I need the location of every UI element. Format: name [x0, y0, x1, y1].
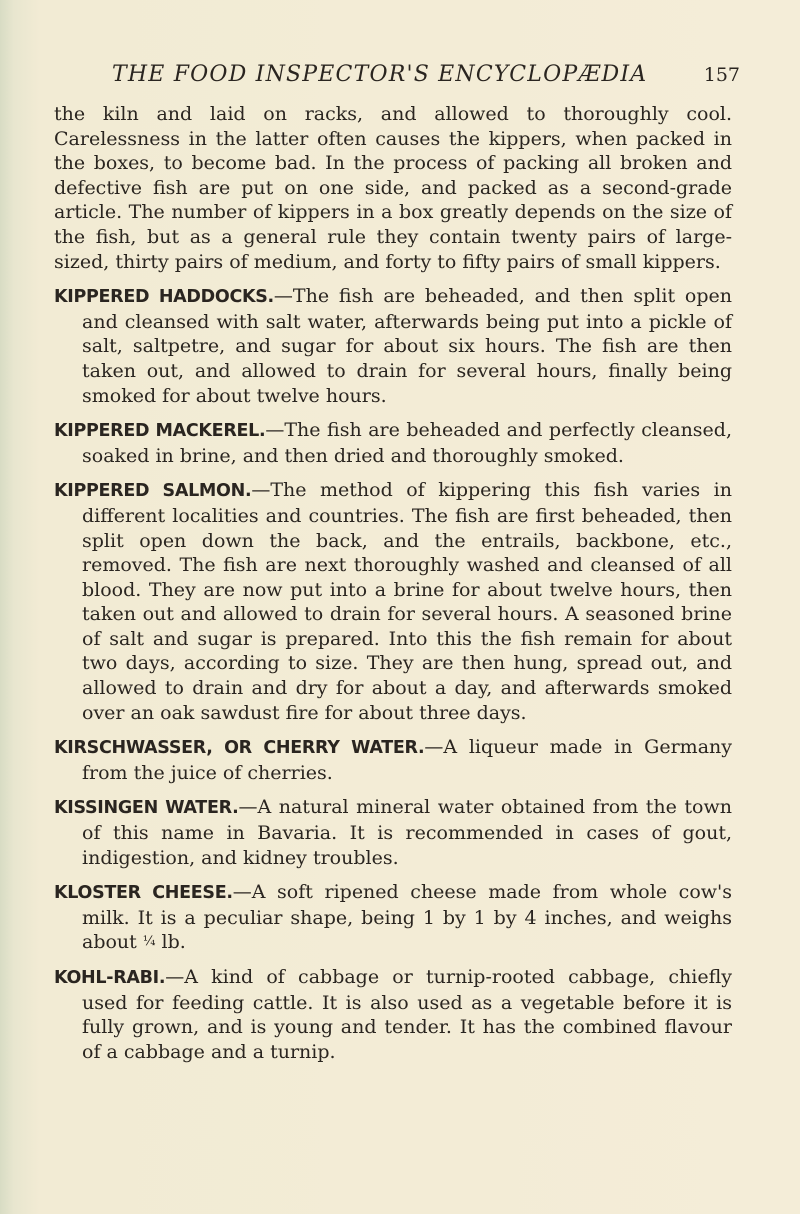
entry-text: The fish are beheaded, and then split open and cleansed with salt water, afterwards being put into a pickle of salt, saltpetre, and sugar for about six hours. The fish are then taken out, and allowed to drain for several hours, finally being smoked for about twelve hours.	[82, 285, 733, 407]
entry-dash: —	[232, 881, 252, 904]
entry-text: A liqueur made in Germany from the juice of cherries.	[82, 736, 732, 784]
entry-text: A soft ripened cheese made from whole cow's milk. It is a peculiar shape, being 1 by 1 by 4 inches, and weighs about	[82, 881, 732, 954]
entry-text-after: lb.	[161, 931, 186, 954]
entry-dash: —	[251, 479, 271, 502]
entry-kippered-haddocks	[54, 284, 732, 408]
entry-kippered-mackerel	[54, 418, 732, 468]
entry-dash: —	[265, 419, 285, 442]
body-text	[54, 102, 732, 1074]
entry-term: KOHL-RABI.	[54, 968, 166, 988]
entry-text: The method of kippering this fish varies in different localities and countries. The fish are first beheaded, then split open down the back, and the entrails, backbone, etc., removed. The fish are next thoroughly washed and cleansed of all blood. They are now put into a brine for about twelve hours, then taken out and allowed to drain for several hours. A seasoned brine of salt and sugar is prepared. Into this the fish remain for about two days, according to size. They are then hung, spread out, and allowed to drain and dry for about a day, and afterwards smoked over an oak sawdust fire for about three days.	[82, 479, 732, 724]
entry-dash: —	[273, 285, 293, 308]
entry-text: A kind of cabbage or turnip-rooted cabbage, chiefly used for feeding cattle. It is also used as a vegetable before it is fully grown, and is young and tender. It has the combined flavour of a cabbage and a turnip.	[82, 966, 732, 1063]
entry-kippered-salmon	[54, 478, 732, 725]
entry-term: KIPPERED SALMON.	[54, 481, 252, 502]
entry-dash: —	[238, 796, 258, 819]
entry-dash: —	[165, 966, 185, 988]
running-head	[112, 62, 740, 94]
page-number: 157	[703, 64, 740, 86]
entry-kirschwasser	[54, 735, 732, 785]
entry-term: KLOSTER CHEESE.	[54, 883, 233, 904]
continued-paragraph: the kiln and laid on racks, and allowed to thoroughly cool. Carelessness in the latter often causes the kippers, when packed in the boxes, to become bad. In the process of packing all broken and defective fish are put on one side, and packed as a second-grade article. The number of kippers in a box greatly depends on the size of the fish, but as a general rule they contain twenty pairs of large-sized, thirty pairs of medium, and forty to fifty pairs of small kippers.	[54, 103, 732, 273]
entry-term: KISSINGEN WATER.	[54, 798, 239, 819]
entry-term: KIRSCHWASSER, OR CHERRY WATER.	[54, 738, 425, 759]
entry-kissingen-water	[54, 795, 732, 870]
entry-term: KIPPERED HADDOCKS.	[54, 287, 274, 308]
entry-dash: —	[424, 736, 444, 759]
entry-kloster-cheese	[54, 880, 732, 955]
entry-term: KIPPERED MACKEREL.	[54, 421, 266, 442]
entry-text: The fish are beheaded and perfectly cleansed, soaked in brine, and then dried and thoroughly smoked.	[82, 419, 733, 467]
entry-text: A natural mineral water obtained from the town of this name in Bavaria. It is recommended in cases of gout, indigestion, and kidney troubles.	[82, 796, 732, 869]
running-title: THE FOOD INSPECTOR'S ENCYCLOPÆDIA	[112, 62, 648, 87]
entry-kohl-rabi	[54, 965, 732, 1064]
entry-fraction: ¼	[142, 934, 156, 950]
